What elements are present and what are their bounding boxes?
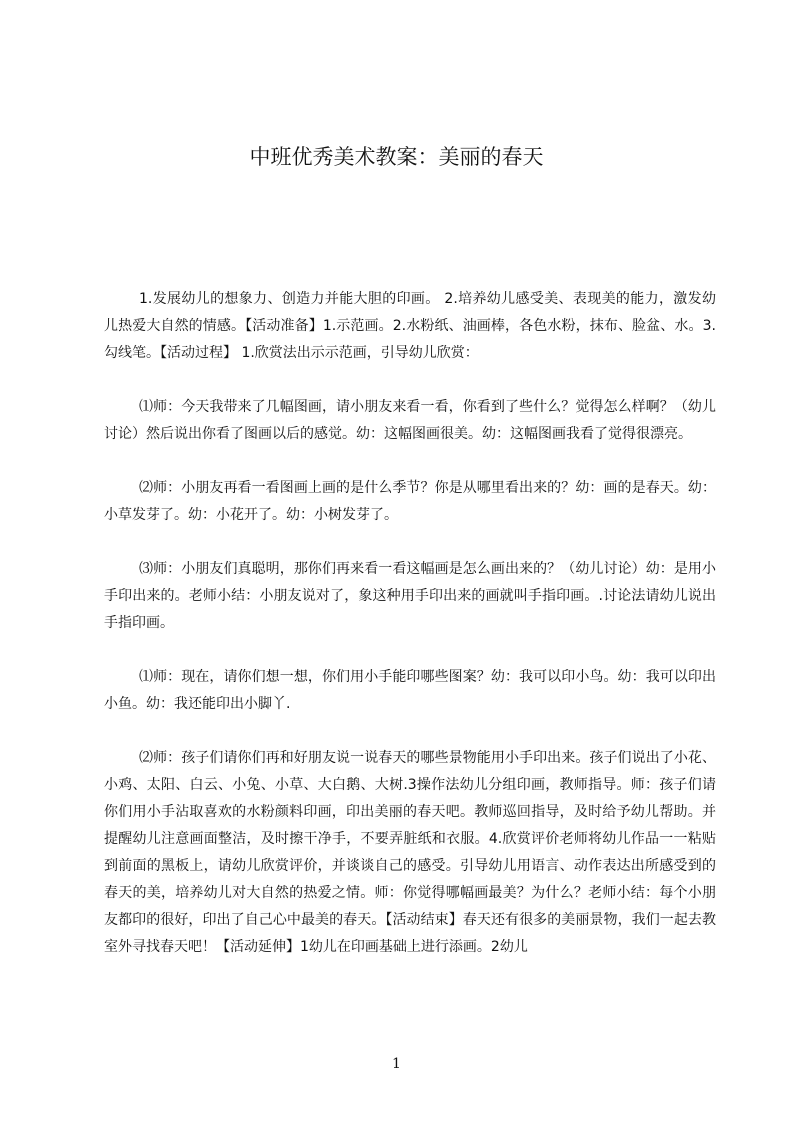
document-body (104, 286, 716, 988)
page-number: 1 (392, 1056, 401, 1072)
paragraph-discussion-2: ⑵师：孩子们请你们再和好朋友说一说春天的哪些景物能用小手印出来。孩子们说出了小花、小鸡、太阳、白云、小兔、小草、大白鹅、大树.3操作法幼儿分组印画，教师指导。师：孩子们请你们用小手沾取喜欢的水粉颜料印画，印出美丽的春天吧。教师巡回指导，及时给予幼儿帮助。并提醒幼儿注意画面整洁，及时擦干净手，不要弄脏纸和衣服。4.欣赏评价老师将幼儿作品一一粘贴到前面的黑板上，请幼儿欣赏评价，并谈谈自己的感受。引导幼儿用语言、动作表达出所感受到的春天的美，培养幼儿对大自然的热爱之情。师：你觉得哪幅画最美？为什么？老师小结：每个小朋友都印的很好，印出了自己心中最美的春天。【活动结束】春天还有很多的美丽景物，我们一起去教室外寻找春天吧！【活动延伸】1幼儿在印画基础上进行添画。2幼儿 (104, 750, 716, 955)
paragraph-dialogue-1: ⑴师：今天我带来了几幅图画，请小朋友来看一看，你看到了些什么？觉得怎么样啊？（幼儿讨论）然后说出你看了图画以后的感觉。幼：这幅图画很美。幼：这幅图画我看了觉得很漂亮。 (104, 399, 716, 442)
paragraph-dialogue-2: ⑵师：小朋友再看一看图画上画的是什么季节？你是从哪里看出来的？幼：画的是春天。幼：小草发芽了。幼：小花开了。幼：小树发芽了。 (104, 480, 716, 523)
paragraph-dialogue-3: ⑶师：小朋友们真聪明，那你们再来看一看这幅画是怎么画出来的？（幼儿讨论）幼：是用小手印出来的。老师小结：小朋友说对了，象这种用手印出来的画就叫手指印画。.讨论法请幼儿说出手指印画。 (104, 561, 716, 631)
paragraph-objectives: 1.发展幼儿的想象力、创造力并能大胆的印画。 2.培养幼儿感受美、表现美的能力，激发幼儿热爱大自然的情感。【活动准备】1.示范画。2.水粉纸、油画棒，各色水粉，抹布、脸盆、水。3.勾线笔。【活动过程】 1.欣赏法出示示范画，引导幼儿欣赏： (104, 291, 716, 361)
paragraph-discussion-1: ⑴师：现在，请你们想一想，你们用小手能印哪些图案？幼：我可以印小鸟。幼：我可以印出小鱼。幼：我还能印出小脚丫. (104, 669, 716, 712)
document-title: 中班优秀美术教案：美丽的春天 (249, 145, 544, 169)
